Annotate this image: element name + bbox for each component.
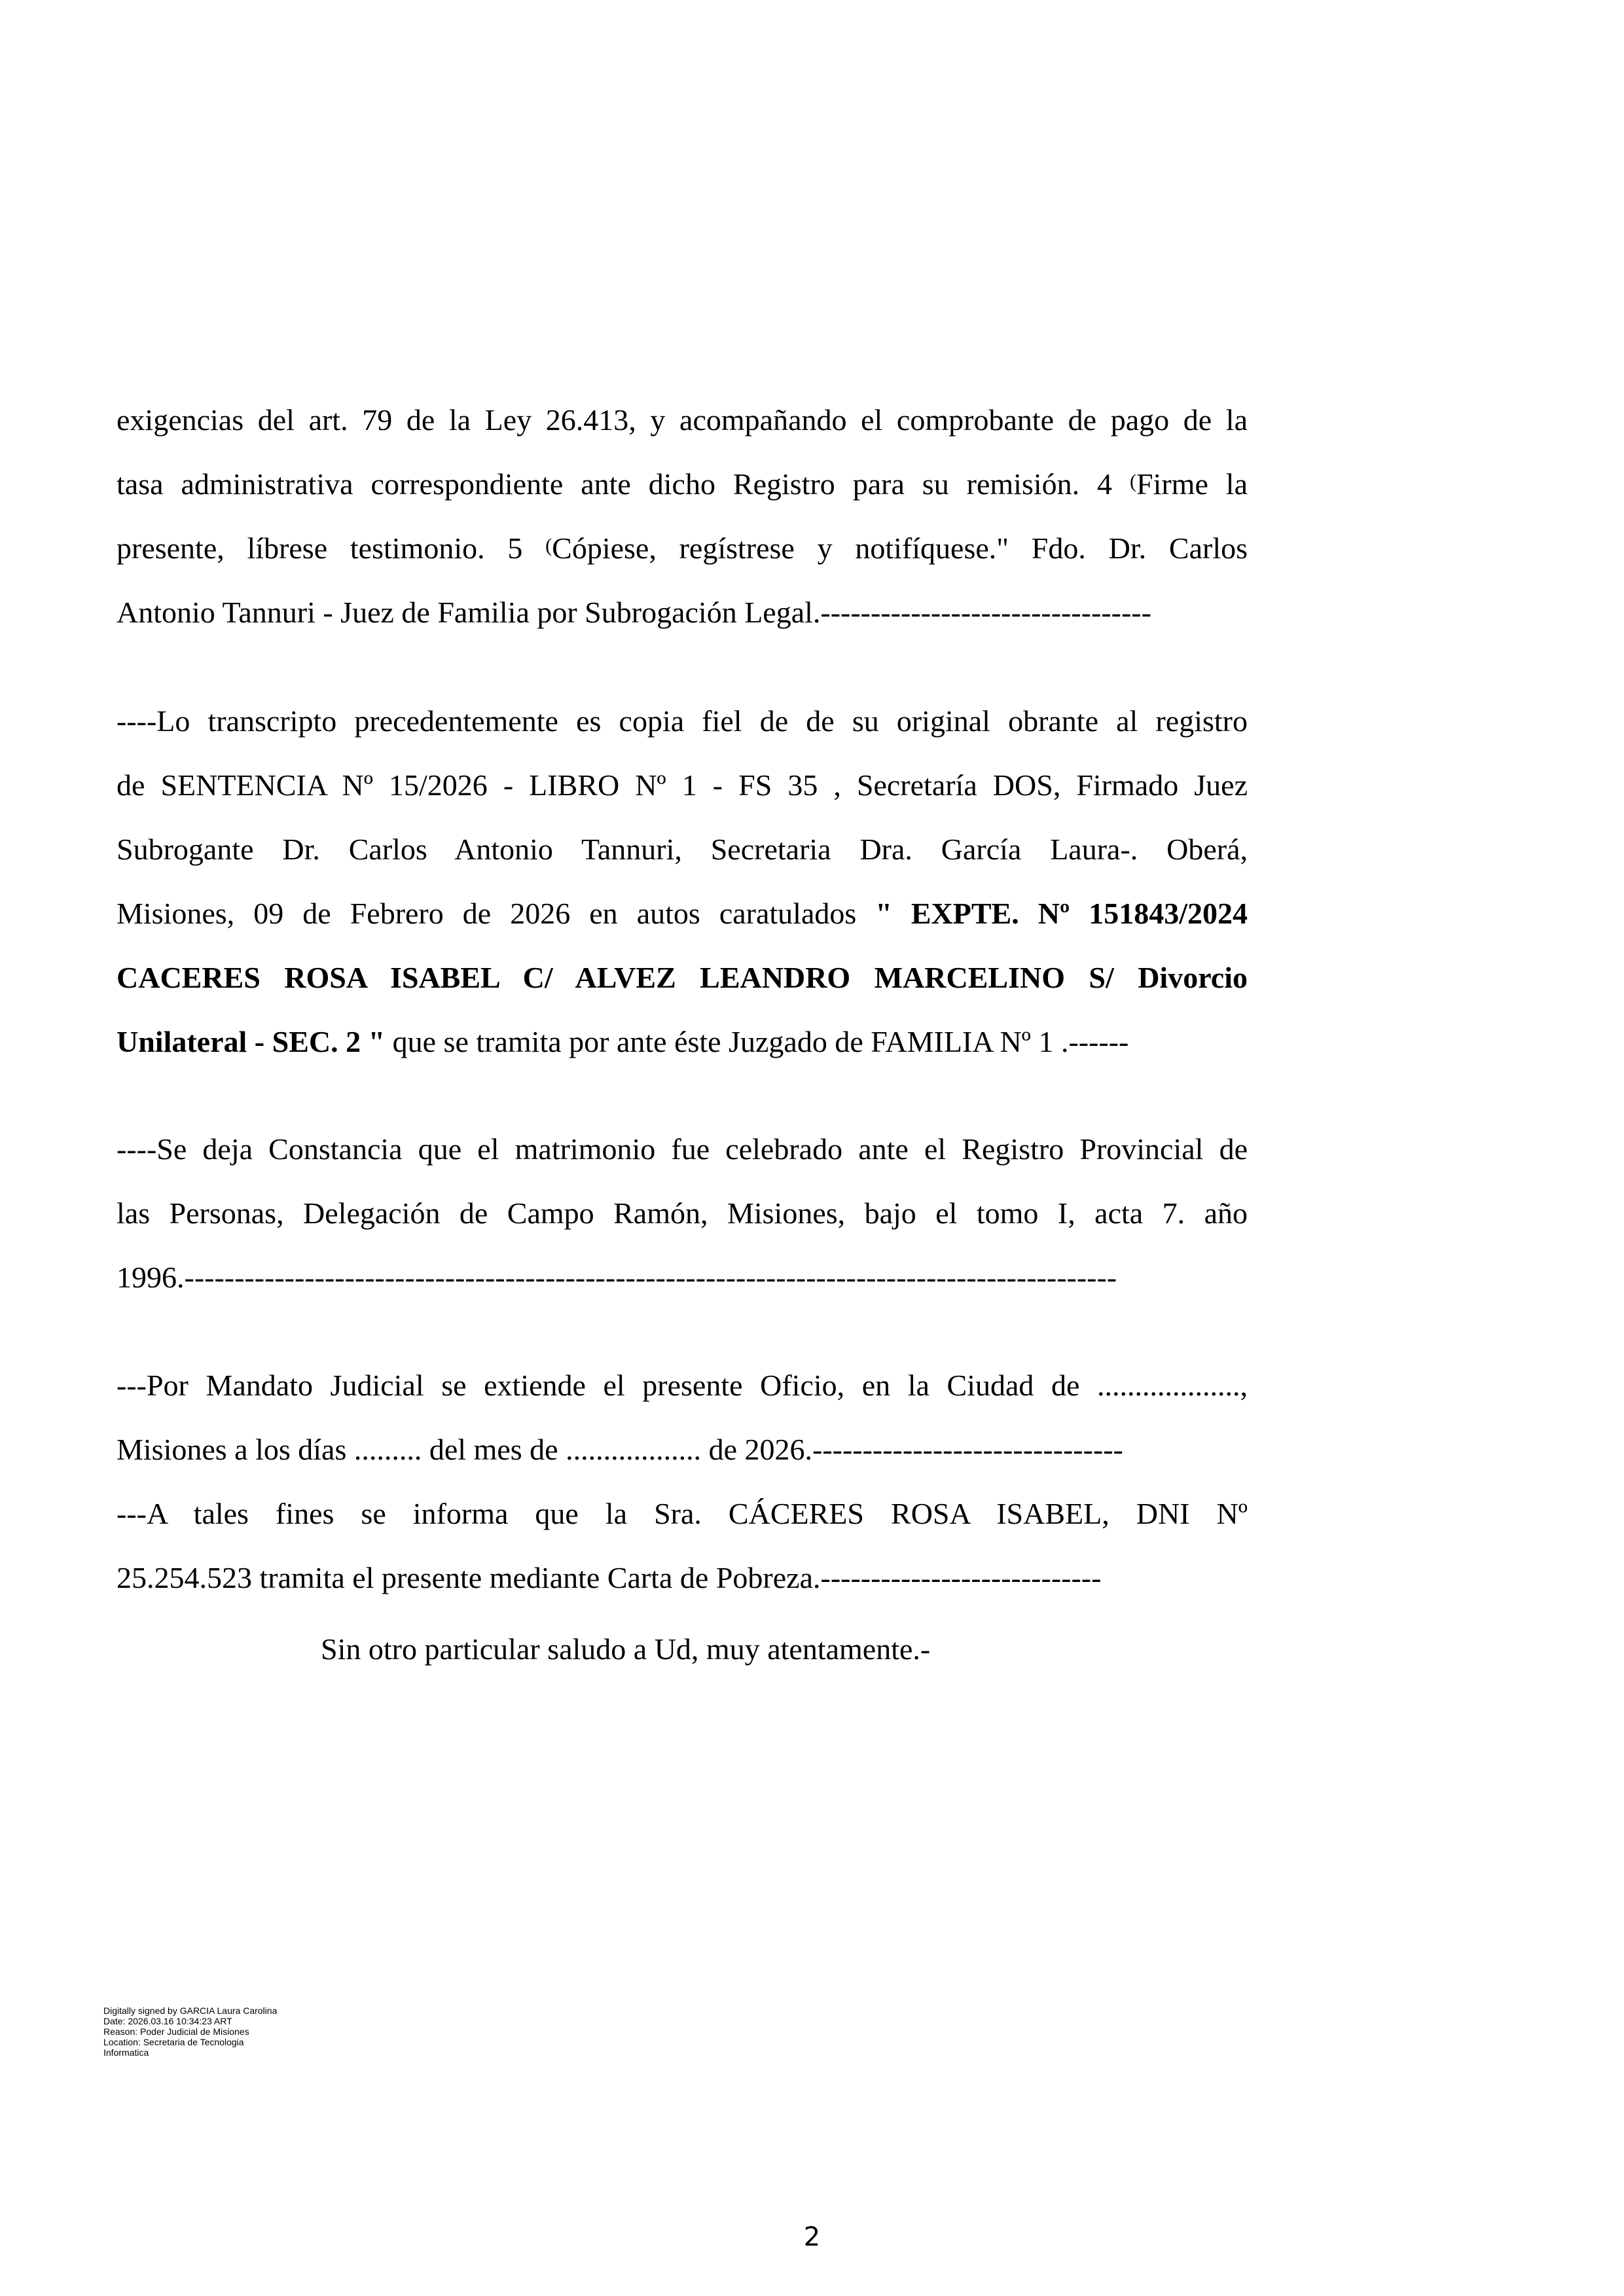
signature-line: Reason: Poder Judicial de Misiones: [103, 2026, 249, 2037]
paragraph-mandate: [117, 1354, 1248, 1610]
signature-line: Digitally signed by GARCIA Laura Carolina: [103, 2005, 278, 2016]
text-line: [117, 946, 1248, 1010]
case-title: CACERES ROSA ISABEL C/ ALVEZ LEANDRO MARCELINO S/ Divorcio: [117, 961, 1248, 994]
text-line: ---A tales fines se informa que la Sra. CÁCERES ROSA ISABEL, DNI Nº: [117, 1497, 1248, 1530]
case-reference: " EXPTE. Nº 151843/2024: [875, 897, 1248, 930]
text-line: Antonio Tannuri - Juez de Familia por Subrogación Legal.---------------------------------: [117, 596, 1151, 629]
paragraph-marriage-record: [117, 1117, 1248, 1310]
text-line: 1996.---------------------------------------------------------------------------------------------: [117, 1261, 1117, 1294]
text-line: Subrogante Dr. Carlos Antonio Tannuri, Secretaria Dra. García Laura-. Oberá,: [117, 833, 1248, 866]
text-line: ----Lo transcripto precedentemente es copia fiel de de su original obrante al registro: [117, 704, 1248, 738]
signature-line: Informatica: [103, 2047, 149, 2058]
paragraph-transcription: [117, 689, 1248, 1074]
page-number: 2: [803, 2222, 821, 2252]
text-line: Unilateral - SEC. 2 " que se tramita por ante éste Juzgado de FAMILIA Nº 1 .------: [117, 1025, 1129, 1058]
text-line: tasa administrativa correspondiente ante dicho Registro para su remisión. 4 (Firme la: [117, 467, 1248, 501]
text-line: 25.254.523 tramita el presente mediante Carta de Pobreza.----------------------------: [117, 1561, 1102, 1594]
footnote-mark: (: [1130, 471, 1136, 492]
closing-salutation: Sin otro particular saludo a Ud, muy atentamente.-: [321, 1632, 931, 1666]
text-line: las Personas, Delegación de Campo Ramón, Misiones, bajo el tomo I, acta 7. año: [117, 1196, 1248, 1230]
footnote-mark: (: [545, 535, 552, 556]
text-line: presente, líbrese testimonio. 5 (Cópiese, regístrese y notifíquese." Fdo. Dr. Carlos: [117, 531, 1248, 565]
paragraph-order-continuation: [117, 388, 1248, 645]
text-line: ----Se deja Constancia que el matrimonio fue celebrado ante el Registro Provincial de: [117, 1132, 1248, 1166]
text-line: ---Por Mandato Judicial se extiende el presente Oficio, en la Ciudad de ...................,: [117, 1369, 1248, 1402]
signature-line: Location: Secretaria de Tecnologia: [103, 2037, 244, 2047]
text-line: Misiones a los días ......... del mes de .................. de 2026.-------------------------------: [117, 1433, 1123, 1466]
text-line: de SENTENCIA Nº 15/2026 - LIBRO Nº 1 - FS 35 , Secretaría DOS, Firmado Juez: [117, 768, 1248, 802]
text-line: exigencias del art. 79 de la Ley 26.413, y acompañando el comprobante de pago de la: [117, 403, 1248, 437]
case-title-end: Unilateral - SEC. 2 ": [117, 1025, 386, 1058]
digital-signature-stamp: [103, 2005, 277, 2058]
signature-line: Date: 2026.03.16 10:34:23 ART: [103, 2016, 232, 2026]
text-line: Misiones, 09 de Febrero de 2026 en autos caratulados " EXPTE. Nº 151843/2024: [117, 897, 1248, 930]
